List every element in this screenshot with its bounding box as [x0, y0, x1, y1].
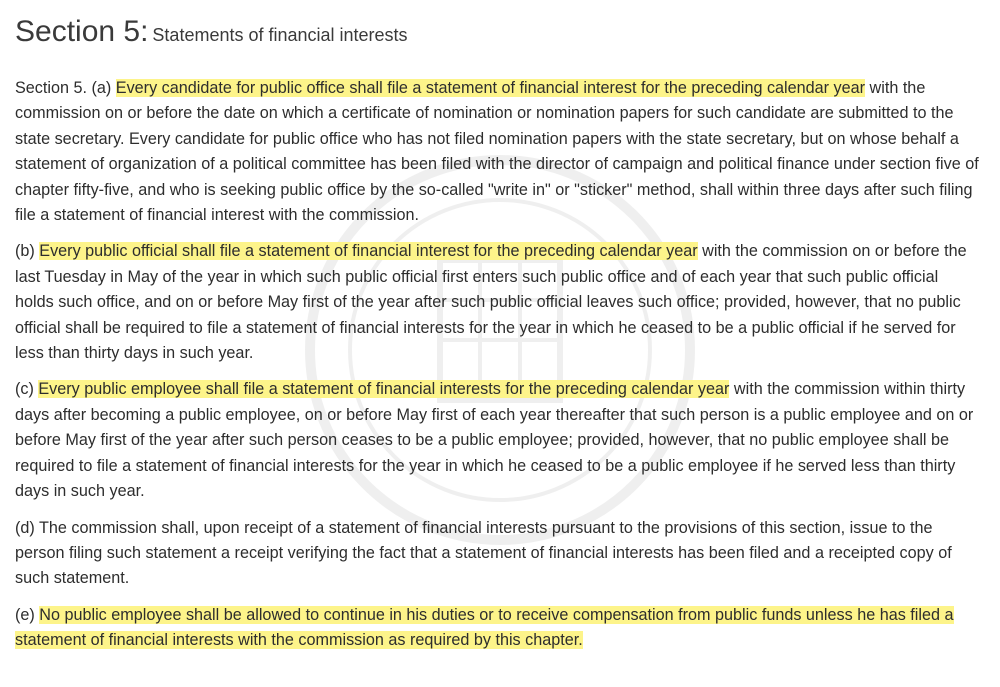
paragraph-b-prefix: (b): [15, 242, 40, 261]
section-heading: [15, 10, 980, 55]
paragraph-b: [15, 239, 980, 366]
paragraph-d-text: (d) The commission shall, upon receipt of a statement of financial interests pursuant to the provisions of this section, issue to the person filing such statement a receipt verifying the fact that a statement of financial interests has been filed and a receipted copy of such statement.: [15, 518, 952, 588]
paragraph-e-highlight: No public employee shall be allowed to continue in his duties or to receive compensation from public funds unless he has filed a statement of financial interests with the commission as required by this chapter.: [15, 605, 954, 650]
document-page: [15, 10, 980, 654]
paragraph-b-rest: with the commission on or before the last Tuesday in May of the year in which such public official first enters such public office and of each year that such public official holds such office, and on or before May first of the year after such public official leaves such office; provided, however, that no public official shall be required to file a statement of financial interests for the year in which he ceased to be a public official if he served for less than thirty days in such year.: [15, 242, 967, 363]
paragraph-a-highlight: Every candidate for public office shall file a statement of financial interest for the preceding calendar year: [115, 79, 866, 97]
paragraph-e: [15, 603, 980, 654]
paragraph-e-prefix: (e): [15, 605, 40, 624]
section-number: Section 5:: [15, 15, 149, 48]
paragraph-d: [15, 516, 980, 592]
paragraph-a: [15, 76, 980, 228]
paragraph-c-rest: with the commission within thirty days after becoming a public employee, on or before May first of each year thereafter that such person is a public employee and on or before May first of the year after such person ceases to be a public employee; provided, however, that no public employee shall be required to file a statement of financial interests for the year in which he ceased to be a public employee if he served less than thirty days in such year.: [15, 380, 974, 501]
paragraph-b-highlight: Every public official shall file a statement of financial interest for the preceding calendar year: [39, 242, 698, 261]
paragraph-c: [15, 377, 980, 504]
paragraph-c-prefix: (c): [15, 380, 39, 399]
paragraph-c-highlight: Every public employee shall file a statement of financial interests for the preceding calendar year: [38, 380, 730, 399]
section-title: Statements of financial interests: [152, 25, 408, 45]
paragraph-a-rest: with the commission on or before the date on which a certificate of nomination or nomination papers for such candidate are submitted to the state secretary. Every candidate for public office who has not filed nomination papers with the state secretary, but on whose behalf a statement of organization of a political committee has been filed with the director of campaign and political finance under section five of chapter fifty-five, and who is seeking public office by the so-called "write in" or "sticker" method, shall within three days after such filing file a statement of financial interest with the commission.: [15, 79, 979, 225]
paragraph-a-prefix: Section 5. (a): [15, 79, 116, 97]
